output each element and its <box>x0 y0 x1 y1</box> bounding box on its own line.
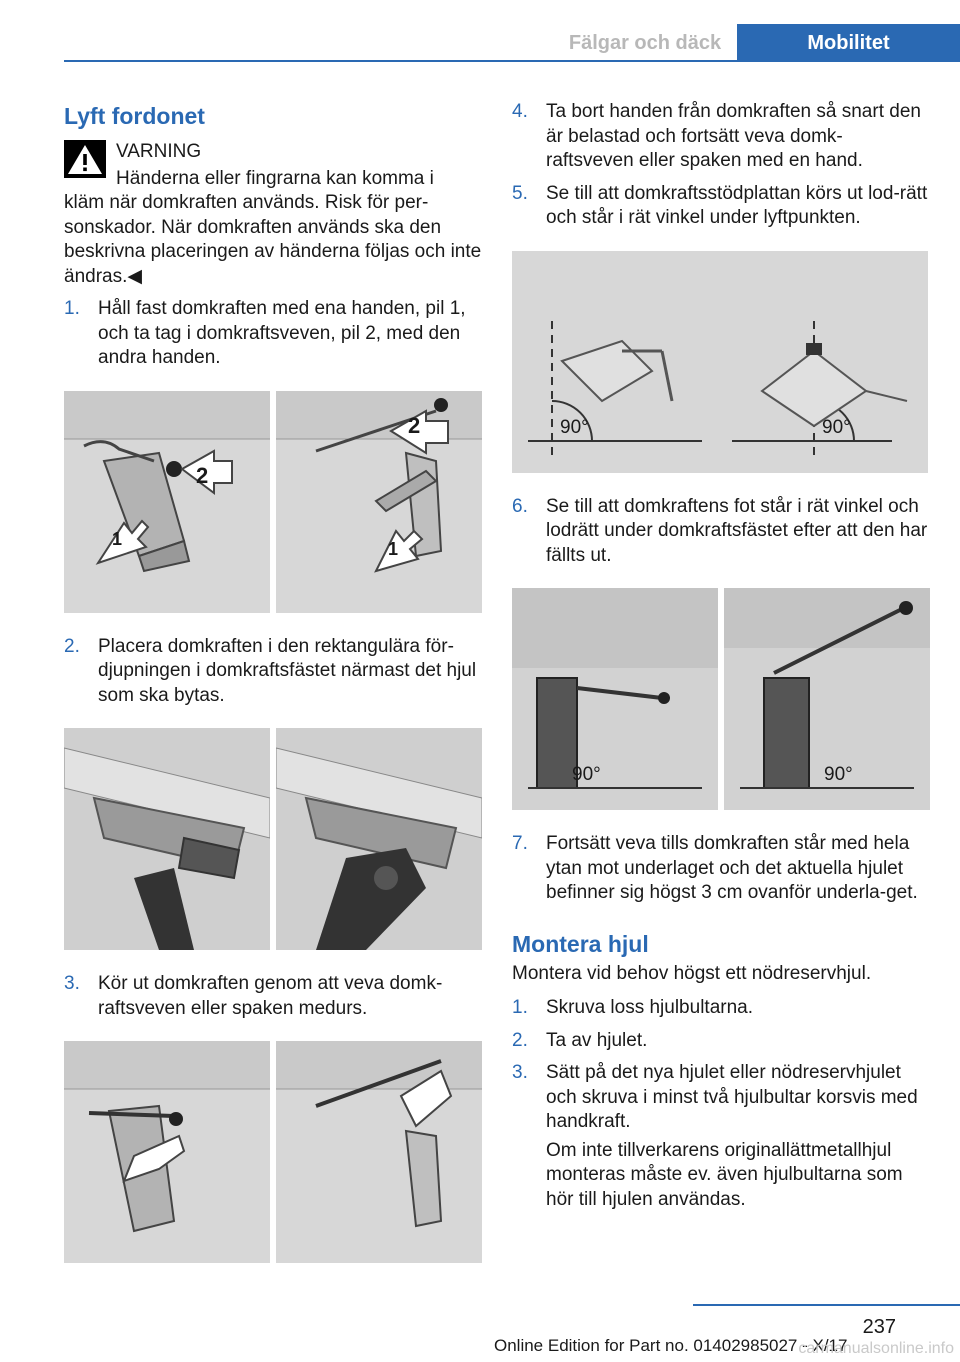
list-item <box>512 100 930 174</box>
warning-icon <box>64 140 106 178</box>
step-text: Ta bort handen från domkraften så snart den är belastad och fortsätt veva domk-raftsveven eller spaken med en hand. <box>546 101 921 171</box>
figure-panel-left <box>64 728 270 950</box>
list-item <box>64 297 482 371</box>
figure-panel-right <box>276 728 482 950</box>
figure-jack-recess <box>64 728 482 950</box>
step-number: 3. <box>512 1062 528 1083</box>
list-item <box>64 972 482 1021</box>
arrow-label: 1 <box>388 538 399 559</box>
figure-panel-right <box>724 588 930 810</box>
step-text: Kör ut domkraften genom att veva domk-raftsveven eller spaken medurs. <box>98 973 443 1019</box>
step-text: Placera domkraften i den rektangulära för-djupningen i domkraftsfästet närmast det hjul som ska bytas. <box>98 635 477 706</box>
watermark: carmanualsonline.info <box>798 1340 954 1357</box>
figure-angle-diagram <box>512 251 928 473</box>
mount-steps <box>512 996 930 1212</box>
step-number: 1. <box>512 997 528 1018</box>
warning-title: VARNING <box>116 141 202 162</box>
list-item <box>512 832 930 906</box>
right-column <box>512 100 930 1220</box>
footer-rule <box>693 1304 960 1306</box>
step-number: 3. <box>64 973 80 994</box>
arrow-label: 2 <box>408 412 421 438</box>
tab-mobilitet[interactable]: Mobilitet <box>737 24 960 62</box>
figure-crank-jack <box>64 1041 482 1263</box>
lift-steps-7 <box>512 832 930 906</box>
figure-jack-foot <box>512 588 930 810</box>
warning-text-first-line: Händerna eller fingrarna kan komma i <box>116 167 434 189</box>
step-text: Sätt på det nya hjulet eller nödreservhjulet och skruva i minst två hjulbultar korsvis med handkraft. <box>546 1062 918 1132</box>
step-text: Fortsätt veva tills domkraften står med hela ytan mot underlaget och det aktuella hjulet befinner sig högst 3 cm ovanför underla-get. <box>546 833 918 903</box>
angle-label: 90° <box>560 416 589 438</box>
figure-panel-left <box>64 1041 270 1263</box>
list-item <box>512 996 930 1021</box>
tab-falgar-och-dack[interactable]: Fälgar och däck <box>553 24 737 62</box>
step-number: 6. <box>512 495 528 517</box>
figure-panel-left <box>64 391 270 613</box>
section-intro: Montera vid behov högst ett nödreservhjul. <box>512 962 872 984</box>
warning-block <box>64 140 482 289</box>
step-text: Skruva loss hjulbultarna. <box>546 997 753 1018</box>
step-text: Se till att domkraftsstödplattan körs ut lod-rätt och står i rät vinkel under lyftpunkten. <box>546 182 928 228</box>
page-number: 237 <box>862 1316 896 1338</box>
lift-steps-4-5 <box>512 100 930 231</box>
angle-label: 90° <box>572 764 601 785</box>
step-number: 1. <box>64 298 80 319</box>
list-item <box>512 1029 930 1054</box>
figure-panel-right <box>276 391 482 613</box>
step-text: Håll fast domkraften med ena handen, pil 1, och ta tag i domkraftsveven, pil 2, med den andra handen. <box>98 298 466 368</box>
lift-steps-6 <box>512 495 930 569</box>
list-item <box>512 182 930 231</box>
warning-text: kläm när domkraften används. Risk för per-sonskador. När domkraften används ska den beskrivna placeringen av händerna följas och inte ändras.◀ <box>64 192 482 287</box>
step-number: 2. <box>64 635 80 657</box>
lift-steps-3 <box>64 972 482 1021</box>
step-number: 7. <box>512 833 528 854</box>
list-item <box>64 635 482 709</box>
section-title-montera: Montera hjul <box>512 930 649 957</box>
lift-steps-2 <box>64 635 482 709</box>
step-text: Ta av hjulet. <box>546 1029 648 1051</box>
step-number: 5. <box>512 182 528 204</box>
figure-hold-jack <box>64 391 482 613</box>
step-text: Se till att domkraftens fot står i rät vinkel och lodrätt under domkraftsfästet efter att den har fällts ut. <box>546 495 928 566</box>
angle-label: 90° <box>822 416 851 438</box>
angle-label: 90° <box>824 764 853 785</box>
left-column <box>64 100 482 1285</box>
figure-panel-left <box>512 588 718 810</box>
list-item <box>512 495 930 569</box>
arrow-label: 2 <box>196 462 209 488</box>
lift-steps-1 <box>64 297 482 371</box>
arrow-label: 1 <box>112 528 123 549</box>
section-title-lyft: Lyft fordonet <box>64 103 205 129</box>
list-item <box>512 1061 930 1212</box>
step-number: 2. <box>512 1029 528 1051</box>
figure-panel-right <box>276 1041 482 1263</box>
header-rule <box>64 60 960 62</box>
step-number: 4. <box>512 101 528 122</box>
edition-text: Online Edition for Part no. 01402985027 - X/17 <box>494 1336 848 1355</box>
mount-note: Om inte tillverkarens originallättmetallhjul monteras måste ev. även hjulbultarna som hör till hjulen användas. <box>546 1139 903 1210</box>
